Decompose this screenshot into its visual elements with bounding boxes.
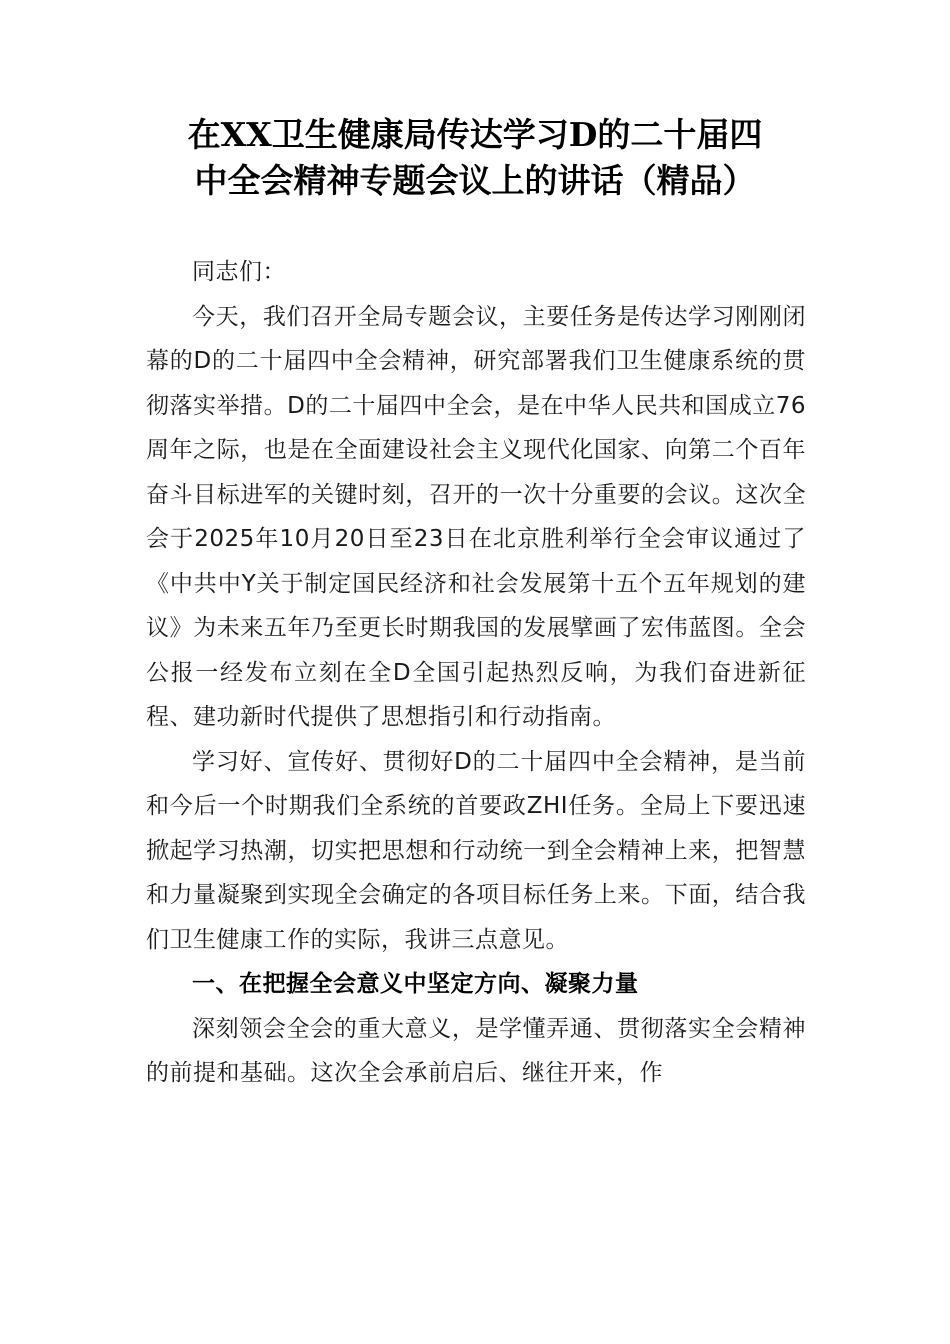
document-title bbox=[140, 112, 810, 204]
paragraph-1: 今天，我们召开全局专题会议，主要任务是传达学习刚刚闭幕的D的二十届四中全会精神，研究部署我们卫生健康系统的贯彻落实举措。D的二十届四中全会，是在中华人民共和国成立76周年之际，也是在全面建设社会主义现代化国家、向第二个百年奋斗目标进军的关键时刻，召开的一次十分重要的会议。这次全会于2025年10月20日至23日在北京胜利举行全会审议通过了《中共中Y关于制定国民经济和社会发展第十五个五年规划的建议》为未来五年乃至更长时期我国的发展擘画了宏伟蓝图。全会公报一经发布立刻在全D全国引起热烈反响，为我们奋进新征程、建功新时代提供了思想指引和行动指南。 bbox=[146, 303, 806, 730]
title-line-2: 中全会精神专题会议上的讲话（精品） bbox=[194, 161, 756, 200]
document-body bbox=[146, 250, 806, 1096]
section-heading-1: 一、在把握全会意义中坚定方向、凝聚力量 bbox=[192, 970, 639, 997]
title-line-1: 在XX卫生健康局传达学习D的二十届四 bbox=[187, 115, 763, 154]
paragraph-2: 学习好、宣传好、贯彻好D的二十届四中全会精神，是当前和今后一个时期我们全系统的首要政ZHI任务。全局上下要迅速掀起学习热潮，切实把思想和行动统一到全会精神上来，把智慧和力量凝聚到实现全会确定的各项目标任务上来。下面，结合我们卫生健康工作的实际，我讲三点意见。 bbox=[146, 748, 806, 953]
paragraph-3: 深刻领会全会的重大意义，是学懂弄通、贯彻落实全会精神的前提和基础。这次全会承前启后、继往开来，作 bbox=[146, 1015, 806, 1086]
salutation: 同志们： bbox=[192, 259, 286, 285]
